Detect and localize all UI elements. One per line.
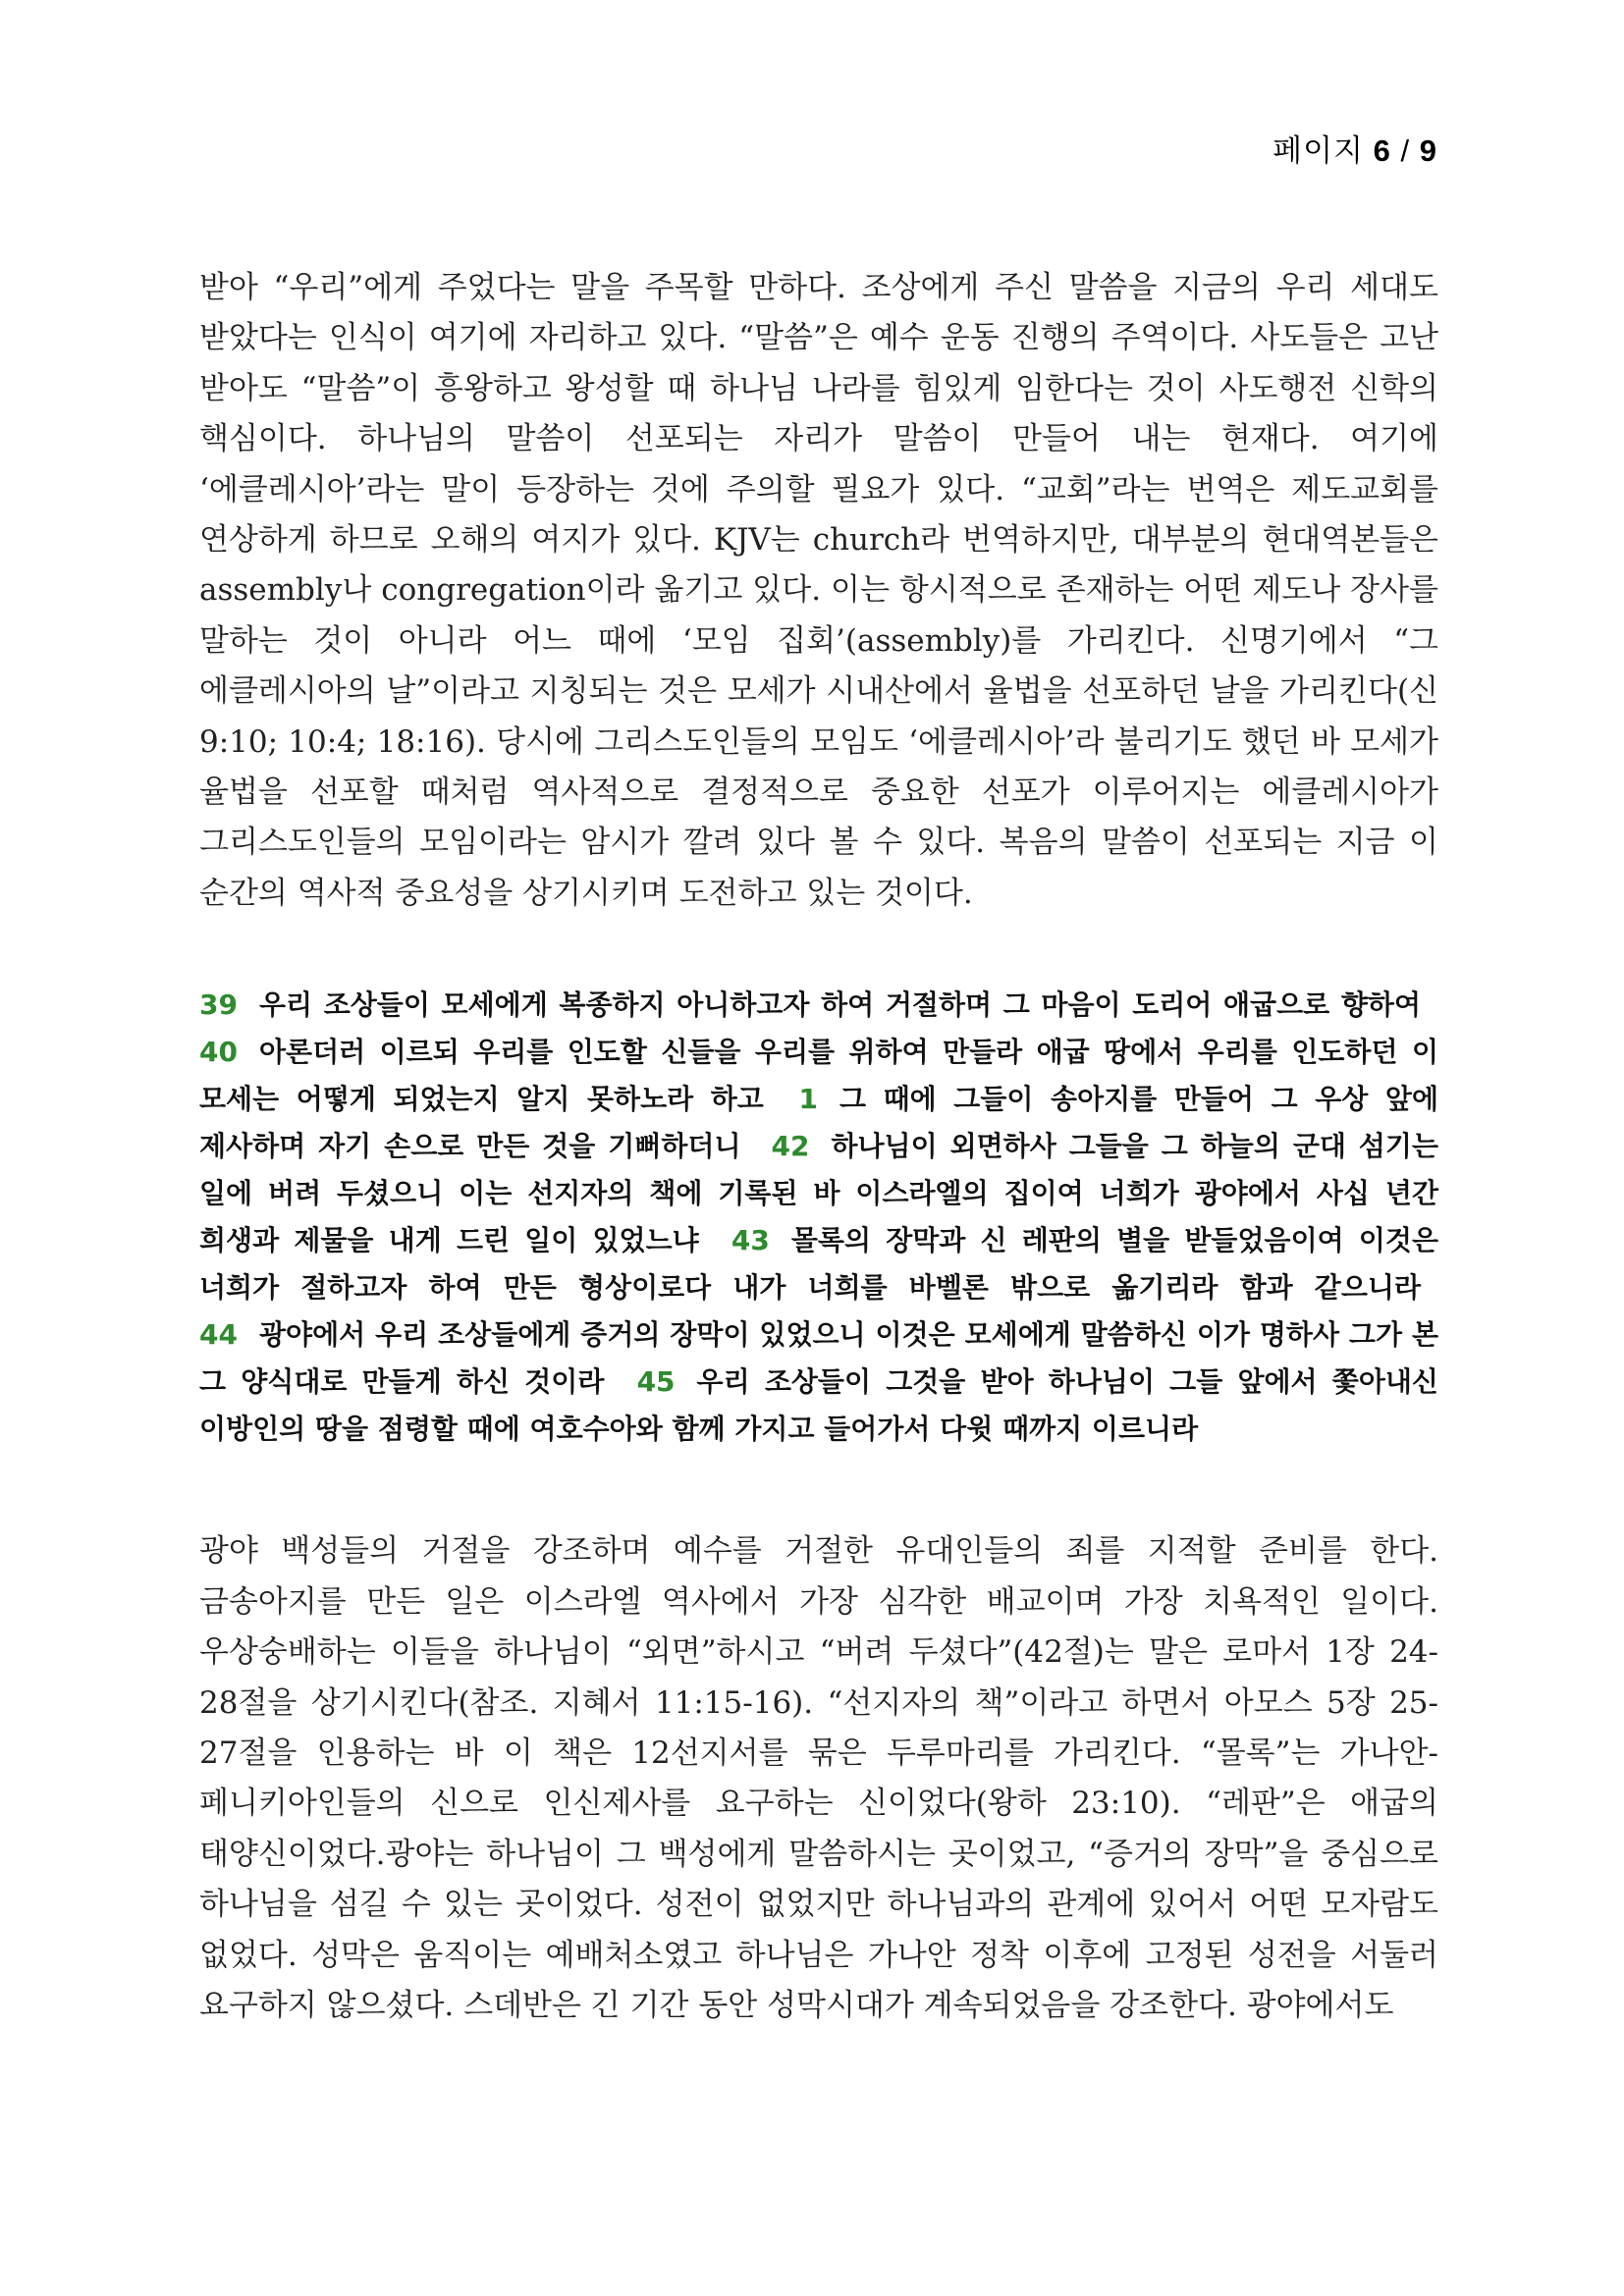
verse-number: 44 <box>199 1318 238 1352</box>
verse-number: 43 <box>731 1224 770 1257</box>
verse-number: 39 <box>199 988 238 1022</box>
verse-number: 40 <box>199 1036 238 1069</box>
verse-text: 하나님이 외면하사 그들을 그 하늘의 군대 섬기는 일에 버려 두셨으니 이는 선지자의 책에 기록된 바 이스라엘의 집이여 너희가 광야에서 사십 년간 희생과 제물을 내게 드린 일이 있었느냐 <box>199 1130 1438 1257</box>
page-label: 페이지 <box>1272 133 1364 168</box>
verse-text: 그 때에 그들이 송아지를 만들어 그 우상 앞에 제사하며 자기 손으로 만든 것을 기뻐하더니 <box>199 1083 1439 1163</box>
verse-text: 아론더러 이르되 우리를 인도할 신들을 우리를 위하여 만들라 애굽 땅에서 우리를 인도하던 이 모세는 어떻게 되었는지 알지 못하노라 하고 <box>199 1036 1438 1116</box>
document-body <box>199 263 1438 2031</box>
page-number <box>1272 126 1437 170</box>
current-page: 6 <box>1373 133 1391 168</box>
verse-number: 1 <box>798 1083 818 1116</box>
total-pages: 9 <box>1419 133 1437 168</box>
commentary-paragraph-2: 광야 백성들의 거절을 강조하며 예수를 거절한 유대인들의 죄를 지적할 준비를 한다. 금송아지를 만든 일은 이스라엘 역사에서 가장 심각한 배교이며 가장 치욕적인 일이다. 우상숭배하는 이들을 하나님이 “외면”하시고 “버려 두셨다”(42절)는 말은 로마서 1장 24-28절을 상기시킨다(참조. 지혜서 11:15-16). “선지자의 책”이라고 하면서 아모스 5장 25-27절을 인용하는 바 이 책은 12선지서를 묶은 두루마리를 가리킨다. “몰록”는 가나안-페니키아인들의 신으로 인신제사를 요구하는 신이었다(왕하 23:10). “레판”은 애굽의 태양신이었다.광야는 하나님이 그 백성에게 말씀하시는 곳이었고, “증거의 장막”을 중심으로 하나님을 섬길 수 있는 곳이었다. 성전이 없었지만 하나님과의 관계에 있어서 어떤 모자람도 없었다. 성막은 움직이는 예배처소였고 하나님은 가나안 정착 이후에 고정된 성전을 서둘러 요구하지 않으셨다. 스데반은 긴 기간 동안 성막시대가 계속되었음을 강조한다. 광야에서도 <box>199 1533 1438 2023</box>
scripture-passage <box>199 982 1438 1453</box>
page-separator: / <box>1400 133 1411 168</box>
verse-text: 몰록의 장막과 신 레판의 별을 받들었음이여 이것은 너희가 절하고자 하여 만든 형상이로다 내가 너희를 바벨론 밖으로 옮기리라 함과 같으니라 <box>199 1224 1439 1305</box>
verse-text: 우리 조상들이 그것을 받아 하나님이 그들 앞에서 쫓아내신 이방인의 땅을 점령할 때에 여호수아와 함께 가지고 들어가서 다윗 때까지 이르니라 <box>199 1365 1438 1446</box>
verse-number: 45 <box>636 1365 676 1399</box>
verse-text: 우리 조상들이 모세에게 복종하지 아니하고자 하여 거절하며 그 마음이 도리어 애굽으로 향하여 <box>258 988 1421 1022</box>
verse-text: 광야에서 우리 조상들에게 증거의 장막이 있었으니 이것은 모세에게 말씀하신 이가 명하사 그가 본 그 양식대로 만들게 하신 것이라 <box>199 1318 1438 1399</box>
verse-number: 42 <box>771 1130 810 1163</box>
commentary-paragraph-1: 받아 “우리”에게 주었다는 말을 주목할 만하다. 조상에게 주신 말씀을 지금의 우리 세대도 받았다는 인식이 여기에 자리하고 있다. “말씀”은 예수 운동 진행의 주역이다. 사도들은 고난 받아도 “말씀”이 흥왕하고 왕성할 때 하나님 나라를 힘있게 임한다는 것이 사도행전 신학의 핵심이다. 하나님의 말씀이 선포되는 자리가 말씀이 만들어 내는 현재다. 여기에 ‘에클레시아’라는 말이 등장하는 것에 주의할 필요가 있다. “교회”라는 번역은 제도교회를 연상하게 하므로 오해의 여지가 있다. KJV는 church라 번역하지만, 대부분의 현대역본들은 assembly나 congregation이라 옮기고 있다. 이는 항시적으로 존재하는 어떤 제도나 장사를 말하는 것이 아니라 어느 때에 ‘모임 집회’(assembly)를 가리킨다. 신명기에서 “그 에클레시아의 날”이라고 지칭되는 것은 모세가 시내산에서 율법을 선포하던 날을 가리킨다(신 9:10; 10:4; 18:16). 당시에 그리스도인들의 모임도 ‘에클레시아’라 불리기도 했던 바 모세가 율법을 선포할 때처럼 역사적으로 결정적으로 중요한 선포가 이루어지는 에클레시아가 그리스도인들의 모임이라는 암시가 깔려 있다 볼 수 있다. 복음의 말씀이 선포되는 지금 이 순간의 역사적 중요성을 상기시키며 도전하고 있는 것이다. <box>199 270 1438 911</box>
